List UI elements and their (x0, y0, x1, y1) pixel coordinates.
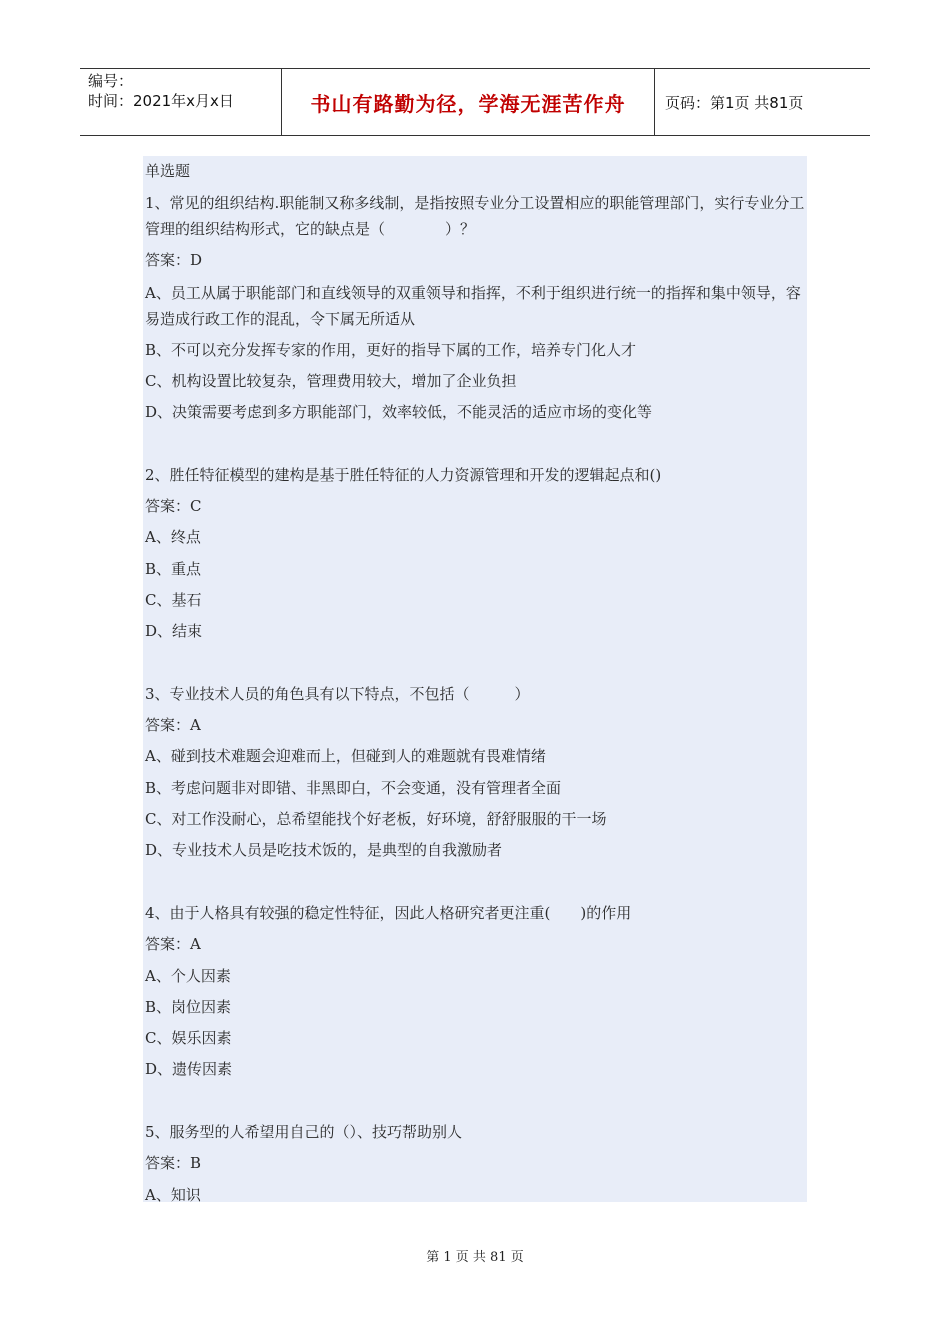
answer-text: 答案：C (145, 497, 202, 516)
option-text: A、碰到技术难题会迎难而上，但碰到人的难题就有畏难情绪 (145, 747, 546, 766)
time-label: 时间：2021年x月x日 (88, 92, 234, 110)
option-text: A、知识 (145, 1185, 201, 1202)
spacer (145, 648, 807, 679)
option-text: C、机构设置比较复杂，管理费用较大，增加了企业负担 (145, 371, 517, 390)
answer-text: 答案：B (145, 1154, 202, 1173)
option-text: A、终点 (145, 528, 201, 547)
option-text: D、专业技术人员是吃技术饭的，是典型的自我激励者 (145, 841, 503, 860)
option-text: B、重点 (145, 559, 202, 578)
option-text: D、结束 (145, 622, 203, 641)
spacer (145, 1086, 807, 1117)
header-page-info: 页码：第1页 共81页 (665, 93, 804, 112)
option-text: B、岗位因素 (145, 997, 232, 1016)
question-text: 4、由于人格具有较强的稳定性特征，因此人格研究者更注重( )的作用 (145, 903, 632, 922)
question-text: 2、胜任特征模型的建构是基于胜任特征的人力资源管理和开发的逻辑起点和() (145, 465, 662, 484)
answer-text: 答案：A (145, 716, 201, 735)
header-motto: 书山有路勤为径，学海无涯苦作舟 (282, 69, 655, 135)
option-text: C、对工作没耐心，总希望能找个好老板，好环境，舒舒服服的干一场 (145, 810, 607, 829)
page-footer: 第 1 页 共 81 页 (426, 1250, 524, 1265)
option-text: B、考虑问题非对即错、非黑即白，不会变通，没有管理者全面 (145, 778, 562, 797)
number-label: 编号： (88, 72, 134, 90)
page-header (80, 68, 870, 136)
question-area (143, 156, 807, 1202)
spacer (145, 867, 807, 898)
option-text: B、不可以充分发挥专家的作用，更好的指导下属的工作，培养专门化人才 (145, 340, 637, 359)
option-text: C、基石 (145, 590, 202, 609)
option-text: C、娱乐因素 (145, 1029, 232, 1048)
section-title: 单选题 (145, 162, 191, 180)
question-text: 3、专业技术人员的角色具有以下特点，不包括（ ） (145, 684, 530, 703)
option-text: D、遗传因素 (145, 1060, 233, 1079)
spacer (145, 428, 807, 459)
option-text: A、个人因素 (145, 966, 231, 985)
header-meta (80, 69, 282, 135)
question-text: 1、常见的组织结构.职能制又称多线制，是指按照专业分工设置相应的职能管理部门，实行专业分工管理的组织结构形式，它的缺点是（ ）？ (145, 194, 805, 239)
question-text: 5、服务型的人希望用自己的（）、技巧帮助别人 (145, 1123, 463, 1142)
option-text: D、决策需要考虑到多方职能部门，效率较低，不能灵活的适应市场的变化等 (145, 403, 653, 422)
answer-text: 答案：D (145, 251, 203, 270)
option-text: A、员工从属于职能部门和直线领导的双重领导和指挥，不利于组织进行统一的指挥和集中领导，容易造成行政工作的混乱，令下属无所适从 (145, 283, 801, 328)
answer-text: 答案：A (145, 935, 201, 954)
